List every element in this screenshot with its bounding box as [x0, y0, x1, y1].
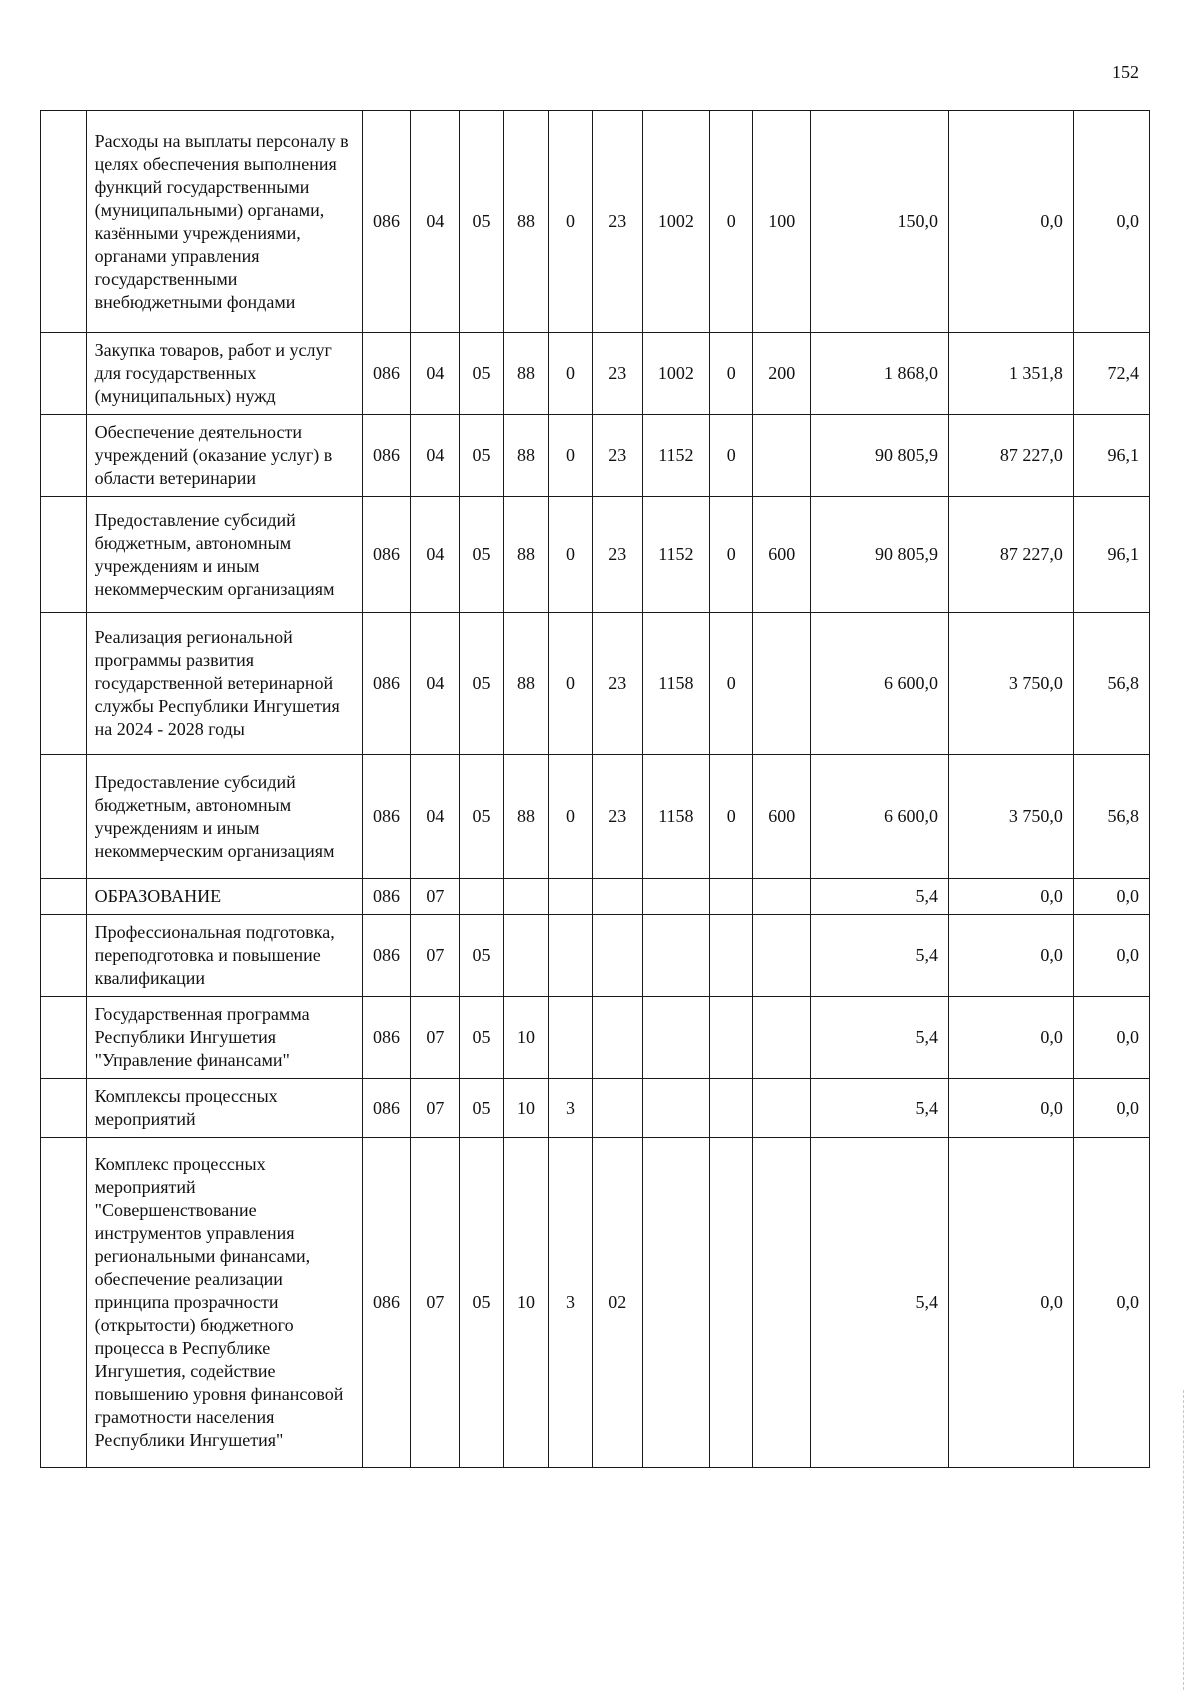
code-cell-7: 1158 [642, 755, 709, 879]
scan-edge-mark [1183, 1390, 1185, 1690]
code-cell-8 [710, 1079, 753, 1138]
code-cell-6 [592, 879, 642, 915]
execution-percent-cell: 72,4 [1073, 333, 1149, 415]
code-cell-2: 04 [411, 111, 460, 333]
table-row [41, 755, 1150, 879]
code-cell-4: 88 [503, 415, 549, 497]
code-cell-2: 07 [411, 997, 460, 1079]
execution-percent-cell: 56,8 [1073, 755, 1149, 879]
code-cell-8: 0 [710, 111, 753, 333]
code-cell-9 [753, 1079, 811, 1138]
code-cell-8: 0 [710, 613, 753, 755]
table-row [41, 497, 1150, 613]
row-index-cell [41, 915, 87, 997]
code-cell-1: 086 [362, 497, 411, 613]
table-row [41, 415, 1150, 497]
code-cell-3: 05 [460, 333, 503, 415]
code-cell-3: 05 [460, 415, 503, 497]
code-cell-9 [753, 915, 811, 997]
row-name-cell: Государственная программа Республики Ингушетия "Управление финансами" [86, 997, 362, 1079]
table-body [41, 111, 1150, 1468]
executed-amount-cell: 87 227,0 [948, 497, 1073, 613]
code-cell-4: 10 [503, 1138, 549, 1468]
code-cell-6 [592, 915, 642, 997]
code-cell-7 [642, 1138, 709, 1468]
code-cell-6: 23 [592, 111, 642, 333]
code-cell-8 [710, 997, 753, 1079]
code-cell-4: 88 [503, 111, 549, 333]
execution-percent-cell: 0,0 [1073, 997, 1149, 1079]
code-cell-3: 05 [460, 1138, 503, 1468]
code-cell-1: 086 [362, 415, 411, 497]
row-name-cell: Обеспечение деятельности учреждений (оказание услуг) в области ветеринарии [86, 415, 362, 497]
table-row [41, 1079, 1150, 1138]
row-name-cell: Комплексы процессных мероприятий [86, 1079, 362, 1138]
executed-amount-cell: 0,0 [948, 1138, 1073, 1468]
row-index-cell [41, 497, 87, 613]
planned-amount-cell: 5,4 [811, 879, 949, 915]
code-cell-7 [642, 997, 709, 1079]
code-cell-5: 3 [549, 1138, 592, 1468]
row-name-cell: Предоставление субсидий бюджетным, автономным учреждениям и иным некоммерческим организациям [86, 497, 362, 613]
executed-amount-cell: 0,0 [948, 111, 1073, 333]
row-index-cell [41, 111, 87, 333]
code-cell-1: 086 [362, 879, 411, 915]
table-row [41, 111, 1150, 333]
code-cell-4: 88 [503, 613, 549, 755]
code-cell-3: 05 [460, 755, 503, 879]
row-name-cell: Профессиональная подготовка, переподготовка и повышение квалификации [86, 915, 362, 997]
code-cell-7: 1002 [642, 333, 709, 415]
code-cell-6: 23 [592, 333, 642, 415]
code-cell-8: 0 [710, 415, 753, 497]
code-cell-6 [592, 1079, 642, 1138]
code-cell-2: 07 [411, 915, 460, 997]
code-cell-2: 07 [411, 879, 460, 915]
code-cell-2: 04 [411, 755, 460, 879]
code-cell-1: 086 [362, 915, 411, 997]
code-cell-7: 1152 [642, 415, 709, 497]
code-cell-6: 23 [592, 613, 642, 755]
code-cell-7 [642, 1079, 709, 1138]
code-cell-1: 086 [362, 1079, 411, 1138]
code-cell-4: 88 [503, 497, 549, 613]
code-cell-5: 0 [549, 111, 592, 333]
code-cell-4: 88 [503, 333, 549, 415]
row-name-cell: Расходы на выплаты персоналу в целях обеспечения выполнения функций государственными (муниципальными) органами, казёнными учреждениями, органами управления государственными внебюджетными фондами [86, 111, 362, 333]
executed-amount-cell: 0,0 [948, 997, 1073, 1079]
planned-amount-cell: 5,4 [811, 1079, 949, 1138]
execution-percent-cell: 0,0 [1073, 1138, 1149, 1468]
row-index-cell [41, 613, 87, 755]
code-cell-9: 600 [753, 497, 811, 613]
planned-amount-cell: 150,0 [811, 111, 949, 333]
planned-amount-cell: 6 600,0 [811, 613, 949, 755]
code-cell-3: 05 [460, 997, 503, 1079]
code-cell-9 [753, 997, 811, 1079]
code-cell-4: 10 [503, 997, 549, 1079]
row-index-cell [41, 333, 87, 415]
code-cell-2: 04 [411, 497, 460, 613]
table-row [41, 1138, 1150, 1468]
row-name-cell: Реализация региональной программы развития государственной ветеринарной службы Республики Ингушетия на 2024 - 2028 годы [86, 613, 362, 755]
code-cell-7: 1002 [642, 111, 709, 333]
code-cell-8: 0 [710, 755, 753, 879]
execution-percent-cell: 96,1 [1073, 497, 1149, 613]
code-cell-5: 0 [549, 755, 592, 879]
planned-amount-cell: 90 805,9 [811, 415, 949, 497]
code-cell-4 [503, 915, 549, 997]
code-cell-9 [753, 879, 811, 915]
code-cell-5 [549, 997, 592, 1079]
code-cell-5: 0 [549, 613, 592, 755]
row-index-cell [41, 879, 87, 915]
row-index-cell [41, 415, 87, 497]
executed-amount-cell: 87 227,0 [948, 415, 1073, 497]
planned-amount-cell: 5,4 [811, 915, 949, 997]
code-cell-3: 05 [460, 111, 503, 333]
table-row [41, 997, 1150, 1079]
execution-percent-cell: 0,0 [1073, 111, 1149, 333]
code-cell-5: 0 [549, 415, 592, 497]
code-cell-9: 200 [753, 333, 811, 415]
code-cell-1: 086 [362, 111, 411, 333]
code-cell-2: 04 [411, 415, 460, 497]
code-cell-8: 0 [710, 497, 753, 613]
execution-percent-cell: 96,1 [1073, 415, 1149, 497]
table-row [41, 879, 1150, 915]
executed-amount-cell: 1 351,8 [948, 333, 1073, 415]
planned-amount-cell: 1 868,0 [811, 333, 949, 415]
code-cell-8 [710, 1138, 753, 1468]
code-cell-1: 086 [362, 333, 411, 415]
code-cell-4: 88 [503, 755, 549, 879]
execution-percent-cell: 56,8 [1073, 613, 1149, 755]
code-cell-3: 05 [460, 497, 503, 613]
code-cell-3: 05 [460, 613, 503, 755]
code-cell-5: 3 [549, 1079, 592, 1138]
code-cell-3: 05 [460, 915, 503, 997]
code-cell-1: 086 [362, 1138, 411, 1468]
code-cell-6: 23 [592, 755, 642, 879]
row-index-cell [41, 755, 87, 879]
execution-percent-cell: 0,0 [1073, 879, 1149, 915]
code-cell-2: 07 [411, 1138, 460, 1468]
row-name-cell: Предоставление субсидий бюджетным, автономным учреждениям и иным некоммерческим организациям [86, 755, 362, 879]
page-number: 152 [1112, 62, 1139, 82]
planned-amount-cell: 6 600,0 [811, 755, 949, 879]
code-cell-4 [503, 879, 549, 915]
code-cell-2: 07 [411, 1079, 460, 1138]
table-row [41, 333, 1150, 415]
code-cell-2: 04 [411, 613, 460, 755]
execution-percent-cell: 0,0 [1073, 915, 1149, 997]
row-index-cell [41, 1079, 87, 1138]
code-cell-9 [753, 613, 811, 755]
code-cell-1: 086 [362, 613, 411, 755]
code-cell-2: 04 [411, 333, 460, 415]
code-cell-9: 600 [753, 755, 811, 879]
planned-amount-cell: 90 805,9 [811, 497, 949, 613]
budget-table [40, 110, 1150, 1468]
code-cell-6 [592, 997, 642, 1079]
code-cell-8 [710, 915, 753, 997]
row-name-cell: Комплекс процессных мероприятий "Совершенствование инструментов управления региональными финансами, обеспечение реализации принципа прозрачности (открытости) бюджетного процесса в Республике Ингушетия, содействие повышению уровня финансовой грамотности населения Республики Ингушетия" [86, 1138, 362, 1468]
code-cell-1: 086 [362, 997, 411, 1079]
row-name-cell: Закупка товаров, работ и услуг для государственных (муниципальных) нужд [86, 333, 362, 415]
code-cell-5 [549, 879, 592, 915]
code-cell-7 [642, 915, 709, 997]
code-cell-5: 0 [549, 497, 592, 613]
executed-amount-cell: 0,0 [948, 1079, 1073, 1138]
code-cell-5 [549, 915, 592, 997]
code-cell-9 [753, 1138, 811, 1468]
row-name-cell: ОБРАЗОВАНИЕ [86, 879, 362, 915]
row-index-cell [41, 997, 87, 1079]
execution-percent-cell: 0,0 [1073, 1079, 1149, 1138]
code-cell-6: 02 [592, 1138, 642, 1468]
code-cell-9 [753, 415, 811, 497]
code-cell-8: 0 [710, 333, 753, 415]
code-cell-6: 23 [592, 415, 642, 497]
code-cell-7: 1152 [642, 497, 709, 613]
code-cell-6: 23 [592, 497, 642, 613]
table-row [41, 915, 1150, 997]
planned-amount-cell: 5,4 [811, 997, 949, 1079]
code-cell-7: 1158 [642, 613, 709, 755]
code-cell-3: 05 [460, 1079, 503, 1138]
code-cell-9: 100 [753, 111, 811, 333]
code-cell-1: 086 [362, 755, 411, 879]
code-cell-4: 10 [503, 1079, 549, 1138]
table-row [41, 613, 1150, 755]
code-cell-8 [710, 879, 753, 915]
planned-amount-cell: 5,4 [811, 1138, 949, 1468]
executed-amount-cell: 0,0 [948, 879, 1073, 915]
executed-amount-cell: 0,0 [948, 915, 1073, 997]
executed-amount-cell: 3 750,0 [948, 613, 1073, 755]
row-index-cell [41, 1138, 87, 1468]
code-cell-5: 0 [549, 333, 592, 415]
executed-amount-cell: 3 750,0 [948, 755, 1073, 879]
code-cell-3 [460, 879, 503, 915]
code-cell-7 [642, 879, 709, 915]
